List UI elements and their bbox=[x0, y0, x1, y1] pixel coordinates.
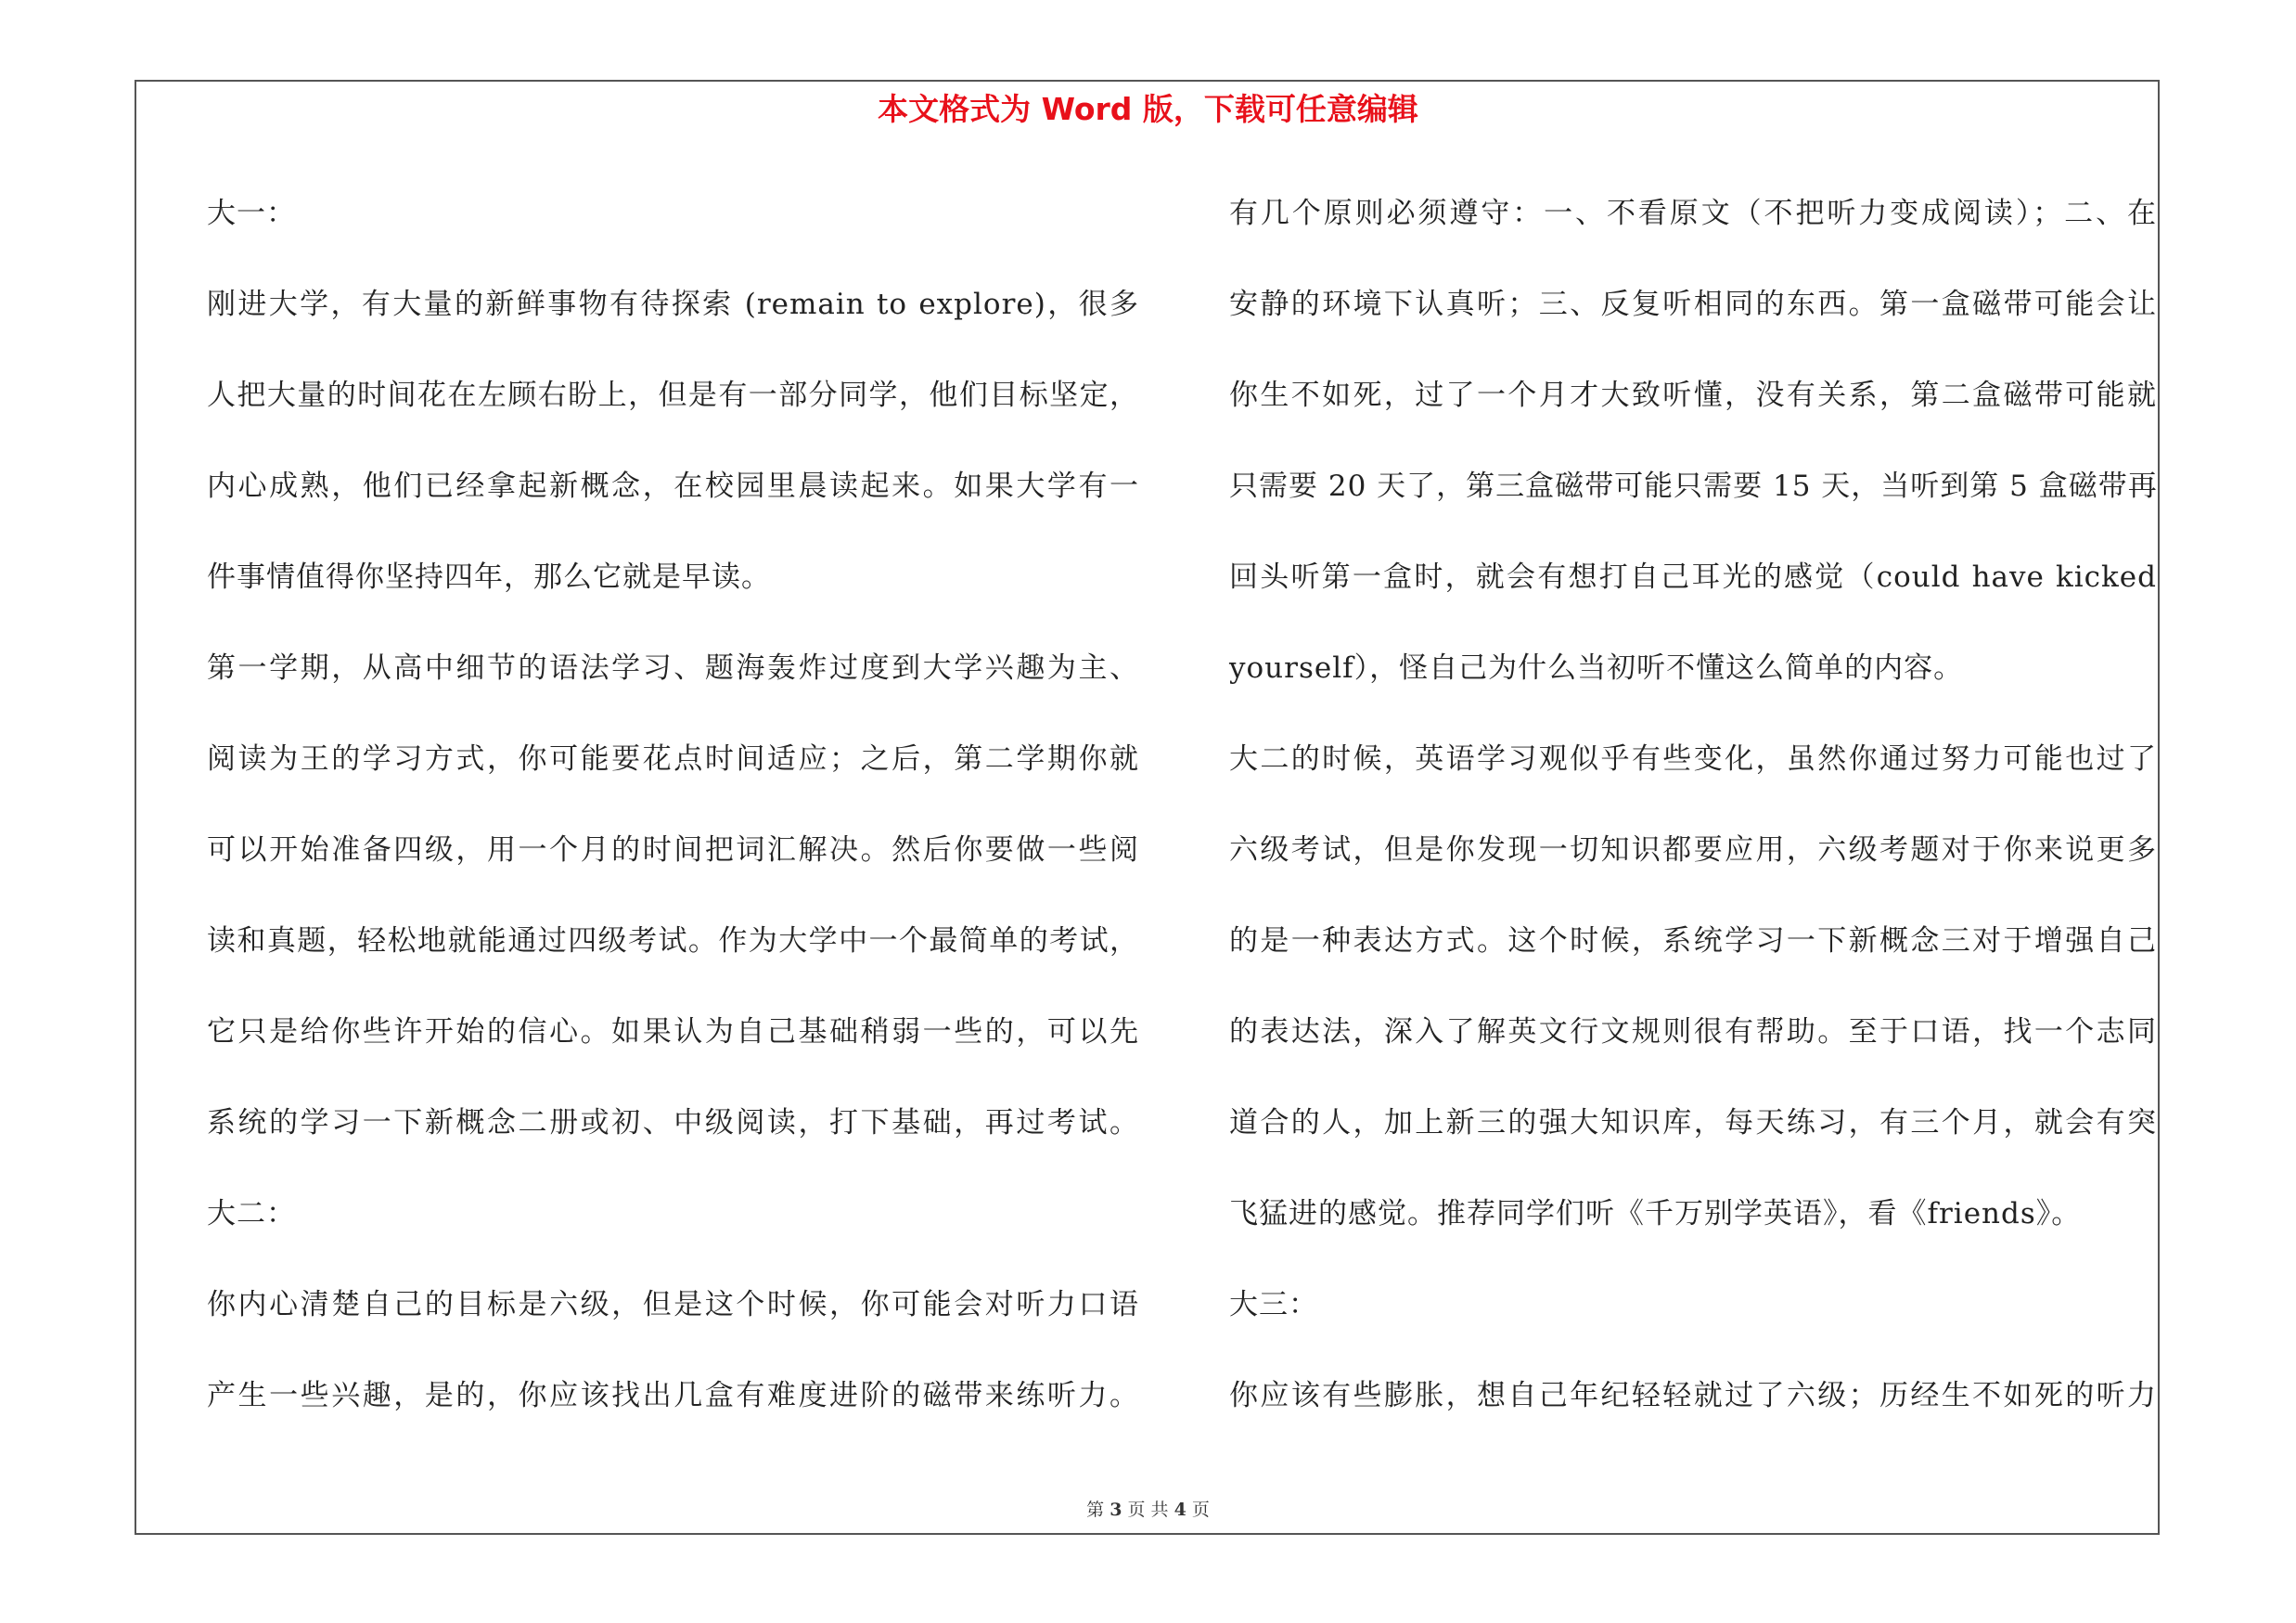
document-banner: 本文格式为 Word 版，下载可任意编辑 bbox=[878, 91, 1418, 127]
paragraph-line: 系统的学习一下新概念二册或初、中级阅读，打下基础，再过考试。 bbox=[207, 1106, 1139, 1140]
paragraph-line: 有几个原则必须遵守：一、不看原文（不把听力变成阅读）；二、在 bbox=[1229, 197, 2157, 230]
paragraph-line: 产生一些兴趣，是的，你应该找出几盒有难度进阶的磁带来练听力。 bbox=[207, 1379, 1139, 1412]
section-heading-freshman: 大一： bbox=[207, 197, 296, 230]
paragraph-line: 道合的人，加上新三的强大知识库，每天练习，有三个月，就会有突 bbox=[1229, 1106, 2157, 1140]
paragraph-line: 阅读为王的学习方式，你可能要花点时间适应；之后，第二学期你就 bbox=[207, 742, 1139, 776]
section-heading-sophomore: 大二： bbox=[207, 1197, 296, 1230]
paragraph-line: 六级考试，但是你发现一切知识都要应用，六级考题对于你来说更多 bbox=[1229, 833, 2157, 867]
paragraph-line: 你生不如死，过了一个月才大致听懂，没有关系，第二盒磁带可能就 bbox=[1229, 379, 2157, 412]
paragraph-line: 回头听第一盒时，就会有想打自己耳光的感觉（could have kicked bbox=[1229, 560, 2157, 594]
footer-prefix: 第 bbox=[1086, 1500, 1105, 1520]
left-text-column bbox=[207, 186, 1139, 1459]
paragraph-line: 的是一种表达方式。这个时候，系统学习一下新概念三对于增强自己 bbox=[1229, 924, 2157, 958]
footer-suffix: 页 bbox=[1191, 1500, 1210, 1520]
section-heading-junior: 大三： bbox=[1229, 1288, 1318, 1321]
paragraph-line: 刚进大学，有大量的新鲜事物有待探索 (remain to explore)，很多 bbox=[207, 288, 1139, 321]
paragraph-line: 件事情值得你坚持四年，那么它就是早读。 bbox=[207, 560, 771, 594]
page-number-footer bbox=[0, 1496, 2296, 1521]
paragraph-line: 可以开始准备四级，用一个月的时间把词汇解决。然后你要做一些阅 bbox=[207, 833, 1139, 867]
footer-total-pages: 4 bbox=[1174, 1500, 1186, 1520]
paragraph-line: 飞猛进的感觉。推荐同学们听《千万别学英语》，看《friends》。 bbox=[1229, 1197, 2082, 1230]
paragraph-line: 第一学期，从高中细节的语法学习、题海轰炸过度到大学兴趣为主、 bbox=[207, 651, 1139, 685]
paragraph-line: 只需要 20 天了，第三盒磁带可能只需要 15 天，当听到第 5 盒磁带再 bbox=[1229, 470, 2158, 503]
paragraph-line: 人把大量的时间花在左顾右盼上，但是有一部分同学，他们目标坚定， bbox=[207, 379, 1139, 412]
paragraph-line: 内心成熟，他们已经拿起新概念，在校园里晨读起来。如果大学有一 bbox=[207, 470, 1139, 503]
paragraph-line: 你应该有些膨胀，想自己年纪轻轻就过了六级；历经生不如死的听力 bbox=[1229, 1379, 2157, 1412]
right-text-column bbox=[1229, 186, 2157, 1459]
paragraph-line: 读和真题，轻松地就能通过四级考试。作为大学中一个最简单的考试， bbox=[207, 924, 1139, 958]
paragraph-line: 大二的时候，英语学习观似乎有些变化，虽然你通过努力可能也过了 bbox=[1229, 742, 2157, 776]
paragraph-line: 安静的环境下认真听；三、反复听相同的东西。第一盒磁带可能会让 bbox=[1229, 288, 2157, 321]
paragraph-line: 它只是给你些许开始的信心。如果认为自己基础稍弱一些的，可以先 bbox=[207, 1015, 1139, 1049]
footer-current-page: 3 bbox=[1110, 1500, 1122, 1520]
paragraph-line: 你内心清楚自己的目标是六级，但是这个时候，你可能会对听力口语 bbox=[207, 1288, 1139, 1321]
paragraph-line: yourself），怪自己为什么当初听不懂这么简单的内容。 bbox=[1229, 651, 1964, 685]
footer-middle: 页 共 bbox=[1127, 1500, 1169, 1520]
paragraph-line: 的表达法，深入了解英文行文规则很有帮助。至于口语，找一个志同 bbox=[1229, 1015, 2157, 1049]
